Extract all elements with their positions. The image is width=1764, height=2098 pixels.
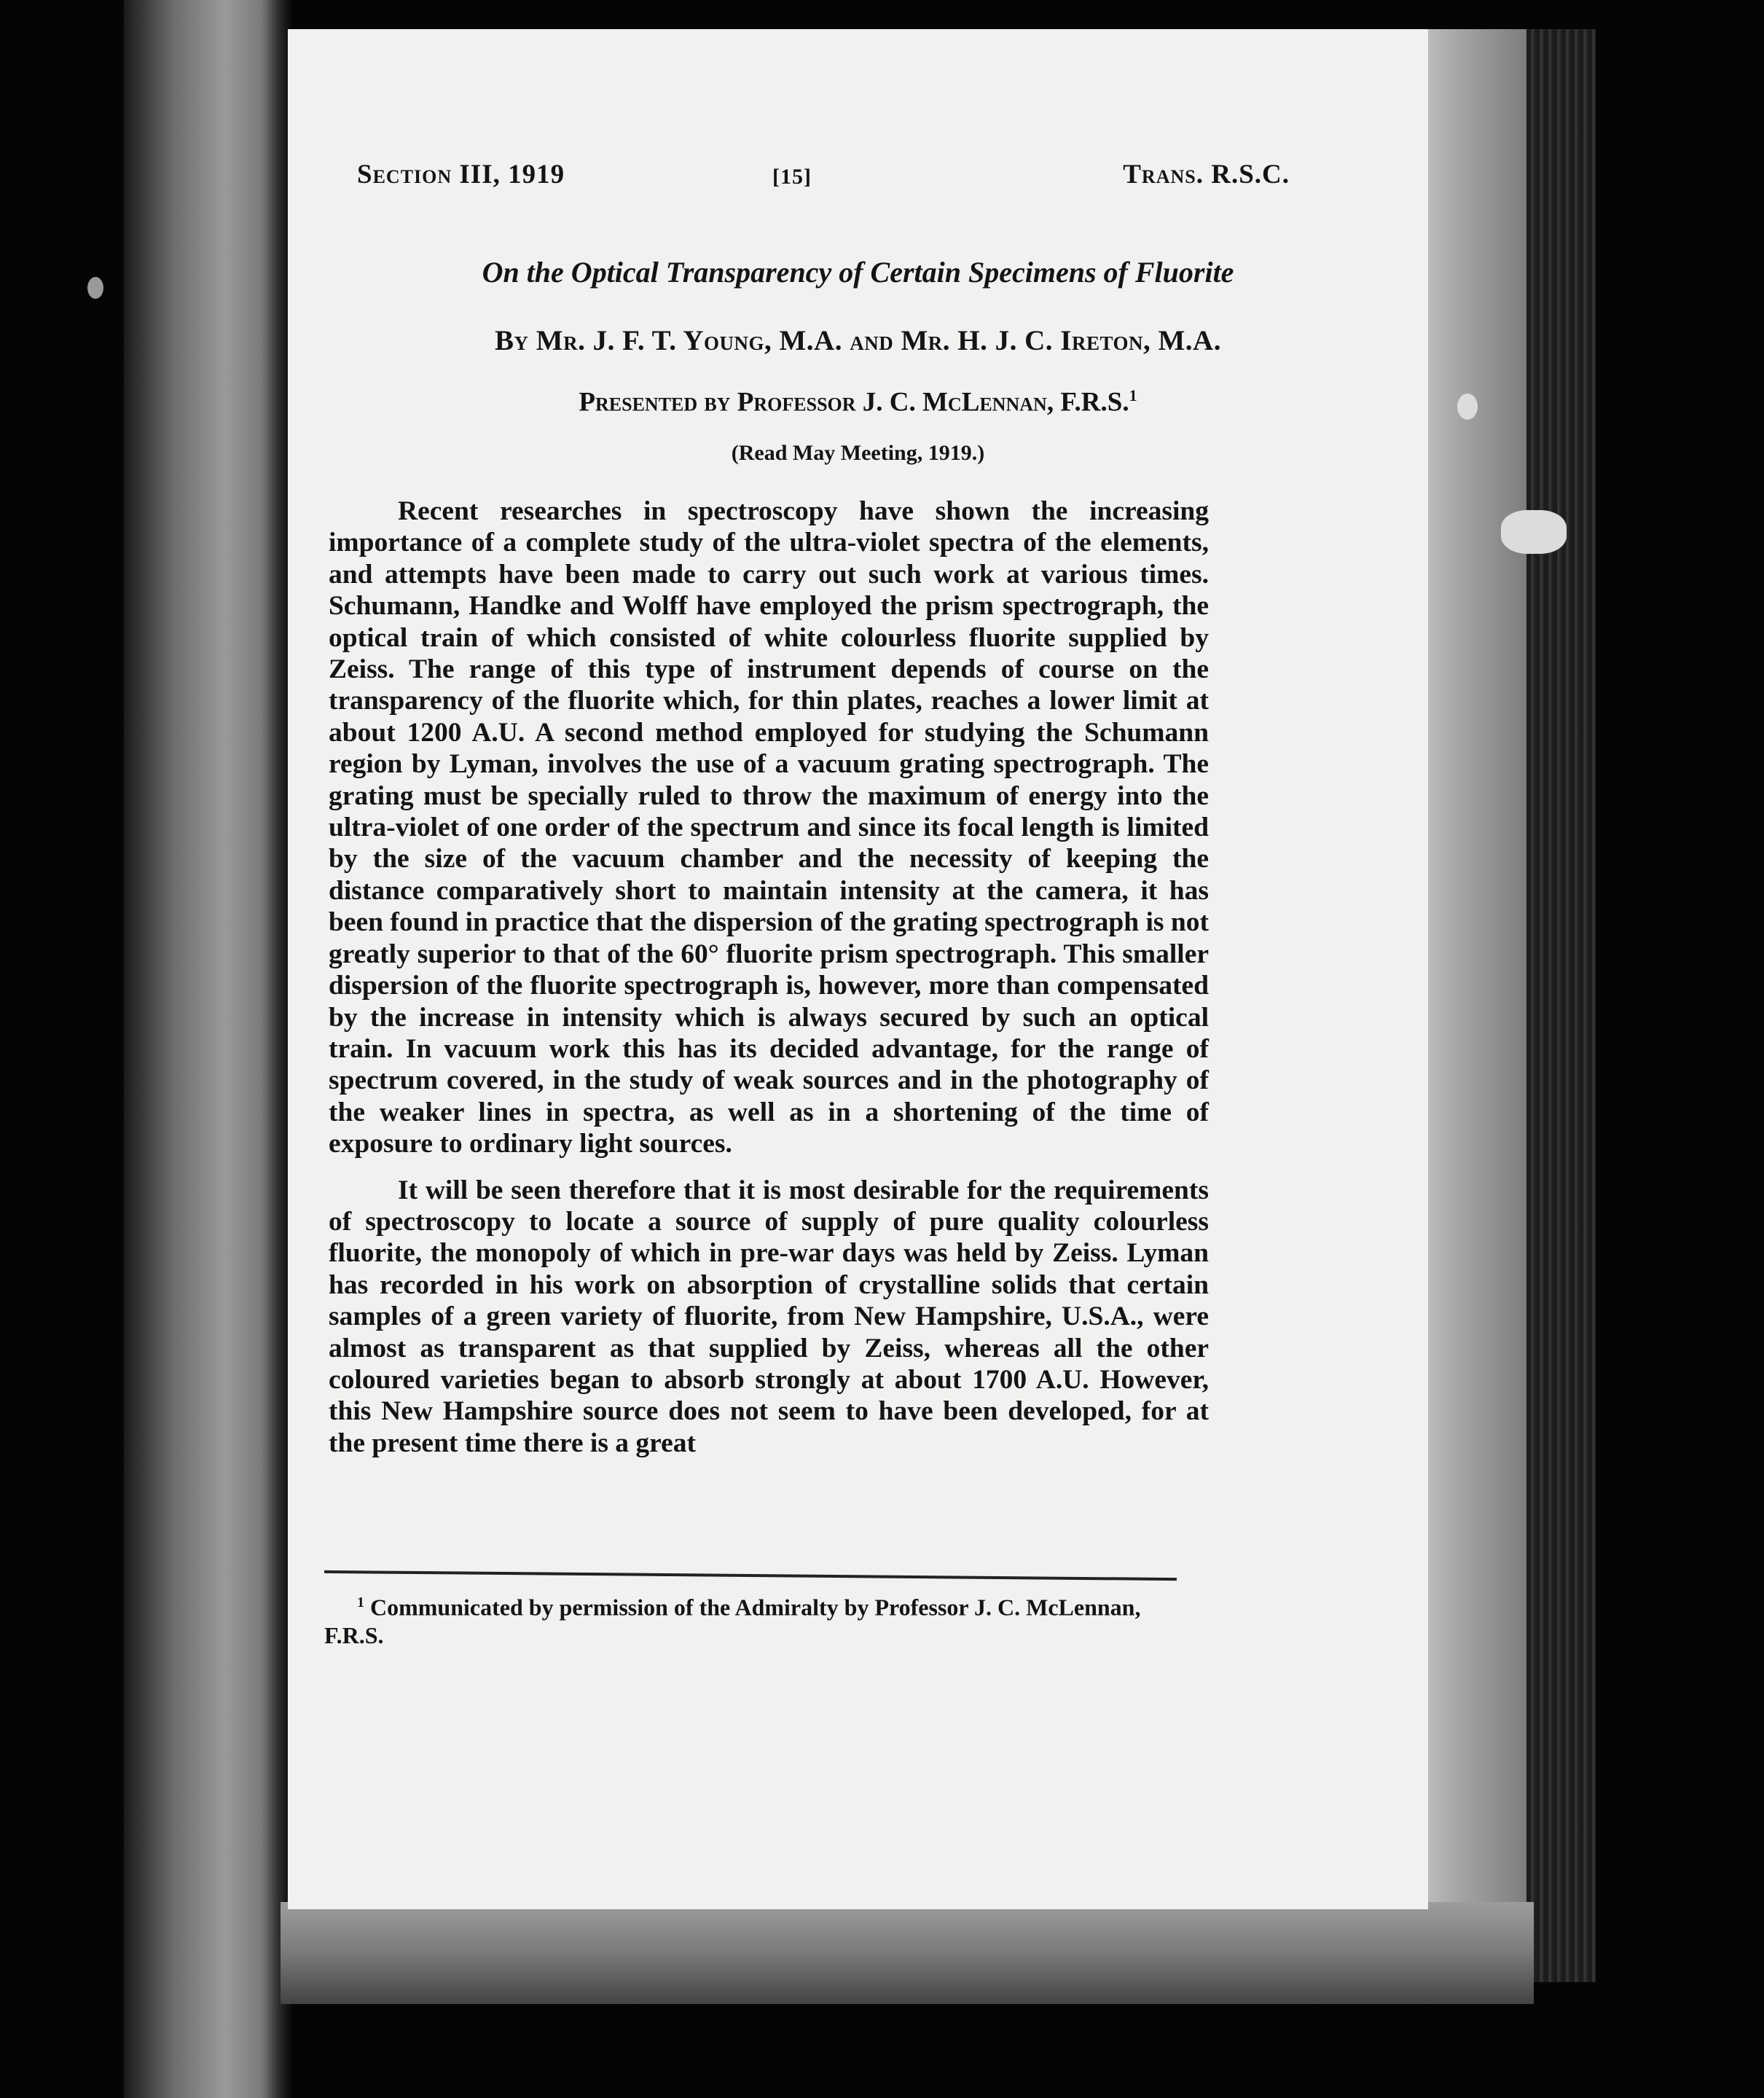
- paper-authors: By Mr. J. F. T. Young, M.A. and Mr. H. J. C. Ireton, M.A.: [495, 325, 1221, 356]
- presented-by: [288, 386, 1428, 418]
- page-edge-bottom: [281, 1902, 1534, 2004]
- running-head: [357, 159, 1290, 203]
- dust-speck: [1501, 510, 1567, 554]
- footnote-text-continued: F.R.S.: [324, 1621, 384, 1648]
- footnote: [324, 1589, 1180, 1649]
- footnote-reference: 1: [1129, 386, 1137, 404]
- dust-speck: [87, 277, 103, 299]
- presented-by-text: Presented by Professor J. C. McLennan, F.R.S.: [579, 387, 1129, 418]
- footnote-rule: [324, 1570, 1177, 1581]
- footnote-mark: 1: [357, 1594, 364, 1610]
- journal-label: Trans. R.S.C.: [1123, 160, 1290, 189]
- page-stack-right: [1526, 29, 1596, 1982]
- paragraph: It will be seen therefore that it is most desirable for the requirements of spectroscopy to locate a source of supply of pure quality colourless fluorite, the monopoly of which in pre-war days was held by Zeiss. Lyman has recorded in his work on absorption of crystalline solids that certain samples of a green variety of fluorite, from New Hampshire, U.S.A., were almost as transparent as that supplied by Zeiss, whereas all the other coloured varieties began to absorb strongly at about 1700 A.U. However, this New Hampshire source does not seem to have been developed, for at the present time there is a great: [329, 1175, 1209, 1458]
- section-label: Section III, 1919: [357, 160, 565, 189]
- printed-page: [288, 29, 1428, 1909]
- page-number: [15]: [772, 165, 812, 189]
- body-text: [329, 496, 1209, 1459]
- paragraph: Recent researches in spectroscopy have shown the increasing importance of a complete study of the ultra-violet spectra of the elements, and attempts have been made to carry out such work at various times. Schumann, Handke and Wolff have employed the prism spectrograph, the optical train of which consisted of white colourless fluorite supplied by Zeiss. The range of this type of instrument depends of course on the transparency of the fluorite which, for thin plates, reaches a lower limit at about 1200 A.U. A second method employed for studying the Schumann region by Lyman, involves the use of a vacuum grating spectrograph. The grating must be specially ruled to throw the maximum of energy into the ultra-violet of one order of the spectrum and since its focal length is limited by the size of the vacuum chamber and the necessity of keeping the distance comparatively short to maintain intensity at the camera, it has been found in practice that the dispersion of the grating spectrograph is not greatly superior to that of the 60° fluorite prism spectrograph. This smaller dispersion of the fluorite spectrograph is, however, more than compensated by the increase in intensity which is always secured by such an optical train. In vacuum work this has its decided advantage, for the range of spectrum covered, in the study of weak sources and in the photography of the weaker lines in spectra, as well as in a shortening of the time of exposure to ordinary light sources.: [329, 496, 1209, 1159]
- footnote-text: Communicated by permission of the Admiralty by Professor J. C. McLennan,: [370, 1594, 1141, 1621]
- binding-shadow: [261, 0, 291, 2098]
- page-edge-right: [1424, 29, 1526, 1982]
- dust-speck: [1457, 394, 1478, 420]
- read-note: (Read May Meeting, 1919.): [731, 441, 985, 465]
- paper-title: On the Optical Transparency of Certain Specimens of Fluorite: [482, 256, 1234, 289]
